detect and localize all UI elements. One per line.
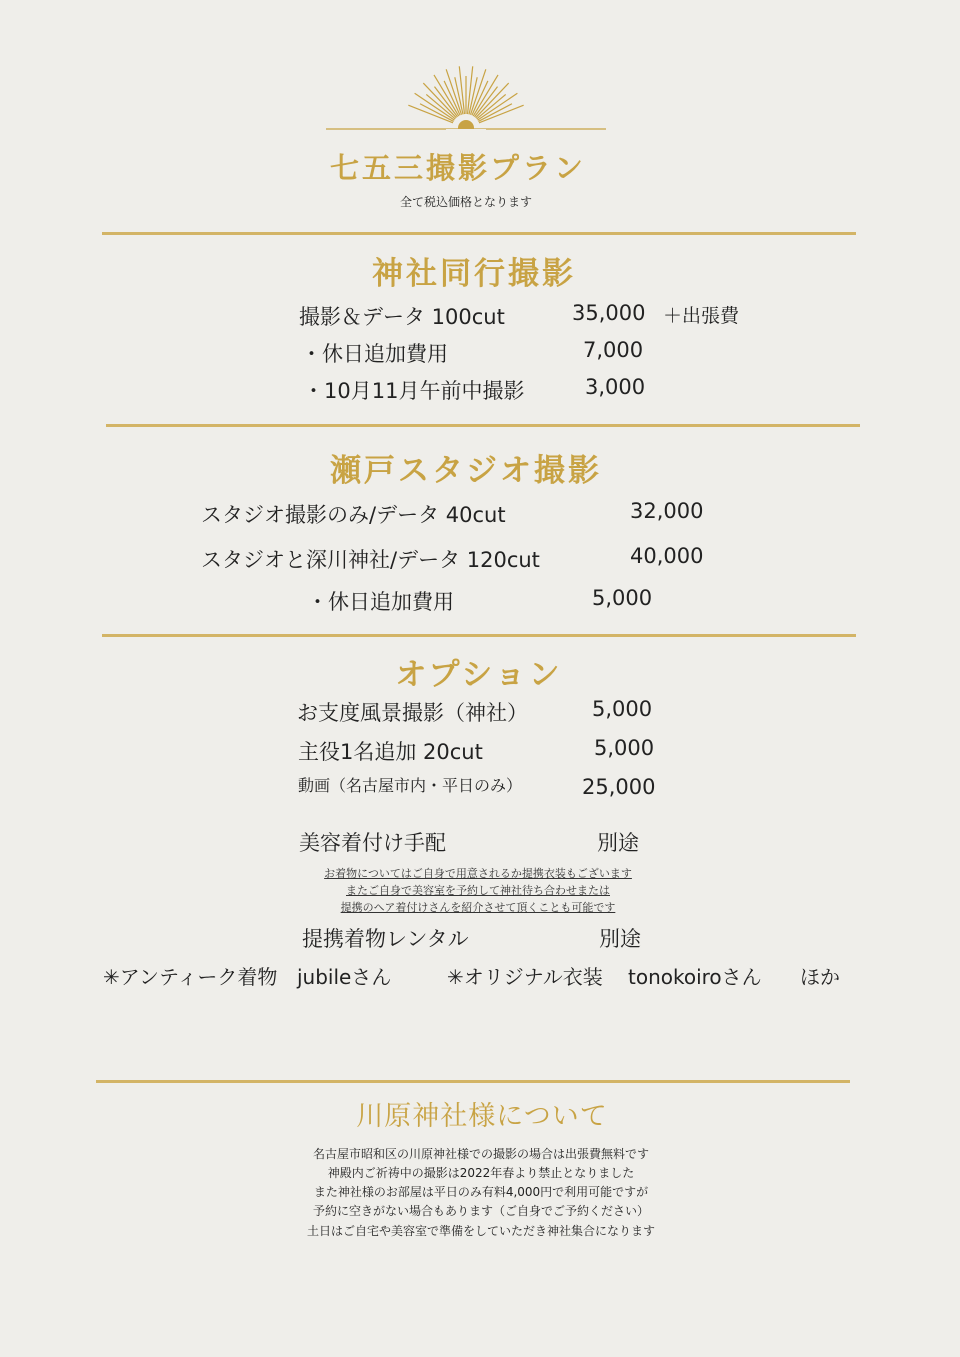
sunrise-logo-icon xyxy=(326,58,606,138)
kawahara-line: 予約に空きがない場合もあります（ご自身でご予約ください） xyxy=(312,1204,649,1218)
section-title-shrine: 神社同行撮影 xyxy=(372,256,576,292)
studio-item-label: スタジオ撮影のみ/データ 40cut xyxy=(201,503,506,527)
shrine-item-price: 35,000 xyxy=(572,301,646,325)
studio-item-price: 5,000 xyxy=(592,586,653,610)
partner-others: ほか xyxy=(800,965,840,989)
shrine-item-price: 7,000 xyxy=(583,338,644,362)
section-title-options: オプション xyxy=(395,657,563,693)
option-item-price: 5,000 xyxy=(592,697,653,721)
kimono-note-line: 提携のヘア着付けさんを紹介させて頂くことも可能です xyxy=(340,901,616,914)
divider xyxy=(102,634,856,637)
beauty-label: 美容着付け手配 xyxy=(299,831,446,855)
partner-antique-name: jubileさん xyxy=(297,965,392,989)
option-item-price: 25,000 xyxy=(582,775,656,799)
kawahara-line: 神殿内ご祈祷中の撮影は2022年春より禁止となりました xyxy=(327,1166,635,1180)
shrine-item-label: 撮影＆データ 100cut xyxy=(299,305,505,329)
page-title: 七五三撮影プラン xyxy=(329,151,586,185)
studio-item-label: ・休日追加費用 xyxy=(307,590,454,614)
partner-original-name: tonokoiroさん xyxy=(628,965,762,989)
tax-note: 全て税込価格となります xyxy=(399,195,532,209)
shrine-item-label: ・休日追加費用 xyxy=(301,342,448,366)
divider xyxy=(102,232,856,235)
shrine-item-label: ・10月11月午前中撮影 xyxy=(303,379,525,403)
shrine-item-price: 3,000 xyxy=(585,375,646,399)
option-item-label: 動画（名古屋市内・平日のみ） xyxy=(298,776,523,795)
divider xyxy=(106,424,860,427)
kawahara-line: 名古屋市昭和区の川原神社様での撮影の場合は出張費無料です xyxy=(312,1147,649,1161)
kawahara-line: また神社様のお部屋は平日のみ有料4,000円で利用可能ですが xyxy=(313,1185,649,1199)
rental-price: 別途 xyxy=(599,927,641,951)
option-item-label: お支度風景撮影（神社） xyxy=(297,701,528,725)
option-item-label: 主役1名追加 20cut xyxy=(298,740,483,764)
rental-label: 提携着物レンタル xyxy=(302,927,469,951)
partner-original: ✳オリジナル衣装 xyxy=(447,965,603,989)
kimono-note-line: お着物についてはご自身で用意されるか提携衣装もございます xyxy=(324,867,632,880)
partner-antique: ✳アンティーク着物 xyxy=(103,965,278,989)
beauty-price: 別途 xyxy=(597,831,639,855)
option-item-price: 5,000 xyxy=(594,736,655,760)
kimono-note-line: またご自身で美容室を予約して神社待ち合わせまたは xyxy=(346,884,610,897)
studio-item-label: スタジオと深川神社/データ 120cut xyxy=(201,548,540,572)
studio-item-price: 32,000 xyxy=(630,499,704,523)
section-title-studio: 瀬戸スタジオ撮影 xyxy=(330,453,602,489)
kawahara-line: 土日はご自宅や美容室で準備をしていただき神社集合になります xyxy=(306,1224,655,1238)
studio-item-price: 40,000 xyxy=(630,544,704,568)
divider xyxy=(96,1080,850,1083)
shrine-item-note: ＋出張費 xyxy=(663,305,740,327)
section-title-kawahara: 川原神社様について xyxy=(356,1101,608,1132)
